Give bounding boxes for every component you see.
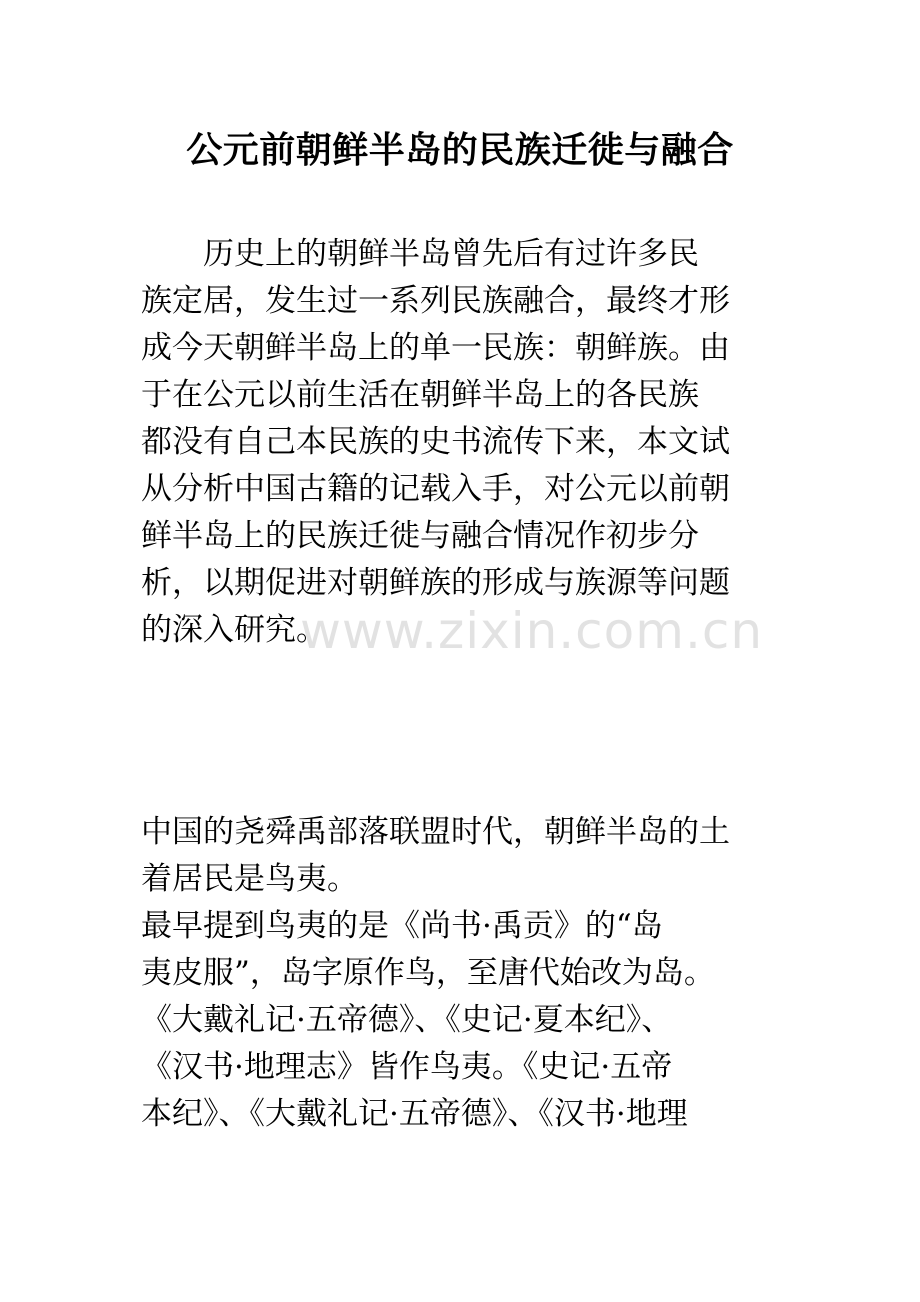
text-line: 着居民是鸟夷。 — [141, 861, 358, 897]
paragraph-niaoyi — [141, 809, 786, 1138]
text-line: 析，以期促进对朝鲜族的形成与族源等问题 — [141, 565, 730, 601]
text-line: 从分析中国古籍的记载入手，对公元以前朝 — [141, 471, 730, 507]
watermark: www.zixin.com.cn — [300, 602, 764, 660]
text-line: 《汉书·地理志》皆作鸟夷。《史记·五帝 — [141, 1049, 673, 1085]
text-line: 《大戴礼记·五帝德》、《史记·夏本纪》、 — [141, 1002, 673, 1038]
document-title: 公元前朝鲜半岛的民族迁徙与融合 — [186, 130, 734, 171]
text-line: 中国的尧舜禹部落联盟时代，朝鲜半岛的土 — [141, 814, 730, 850]
text-line: 于在公元以前生活在朝鲜半岛上的各民族 — [141, 377, 699, 413]
text-line: 族定居，发生过一系列民族融合，最终才形 — [141, 283, 730, 319]
text-line: 成今天朝鲜半岛上的单一民族：朝鲜族。由 — [141, 330, 730, 366]
text-line: 本纪》、《大戴礼记·五帝德》、《汉书·地理 — [141, 1096, 688, 1132]
text-line: 最早提到鸟夷的是《尚书·禹贡》的“岛 — [141, 908, 663, 944]
paragraph-intro — [141, 231, 786, 654]
text-line: 夷皮服”，岛字原作鸟，至唐代始改为岛。 — [141, 955, 715, 991]
text-line: 历史上的朝鲜半岛曾先后有过许多民 — [141, 236, 699, 272]
text-line: 的深入研究。 — [141, 612, 327, 648]
text-line: 都没有自己本民族的史书流传下来，本文试 — [141, 424, 730, 460]
text-line: 鲜半岛上的民族迁徙与融合情况作初步分 — [141, 518, 699, 554]
